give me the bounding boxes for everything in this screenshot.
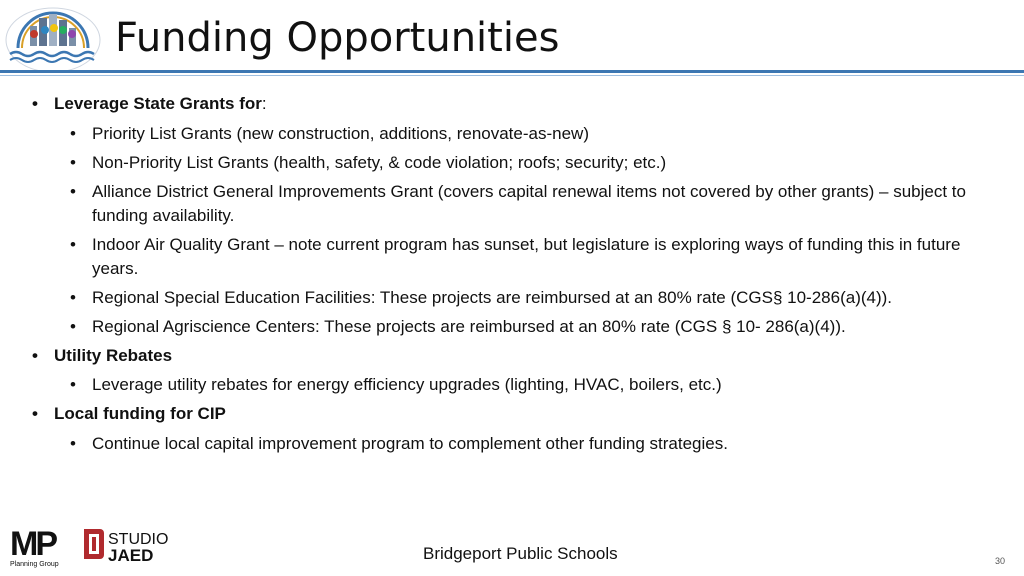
- list-item: [70, 122, 589, 146]
- bullet-utility-rebates: [32, 344, 173, 368]
- bullet-icon: •: [70, 153, 76, 172]
- svg-text:STUDIO: STUDIO: [108, 531, 169, 548]
- alliance-district-grant: Alliance District General Improvements Grant (covers capital renewal items not covered by other grants) – subject to funding availability.: [92, 182, 966, 225]
- page-number: 30: [995, 556, 1006, 566]
- bullet-local-funding-label: Local funding for CIP: [54, 404, 226, 423]
- svg-text:JAED: JAED: [108, 546, 154, 565]
- list-item: [70, 233, 992, 281]
- bridgeport-schools-logo: [4, 4, 102, 72]
- bullet-icon: •: [32, 346, 38, 365]
- list-item: [70, 315, 846, 339]
- studio-jaed-logo: [82, 523, 182, 569]
- local-funding-detail: Continue local capital improvement program to complement other funding strategies.: [92, 434, 728, 453]
- bullet-icon: •: [70, 235, 76, 254]
- bullet-icon: •: [32, 94, 38, 113]
- regional-agriscience: Regional Agriscience Centers: These projects are reimbursed at an 80% rate (CGS § 10- 286(a)(4)).: [92, 317, 846, 336]
- priority-list-grants: Priority List Grants (new construction, additions, renovate-as-new): [92, 124, 589, 143]
- page-title: Funding Opportunities: [115, 15, 560, 61]
- title-divider-secondary: [0, 75, 1024, 76]
- bullet-icon: •: [70, 182, 76, 201]
- bullet-state-grants-suffix: :: [261, 94, 267, 113]
- list-item: [70, 180, 992, 228]
- svg-text:MP: MP: [10, 525, 55, 563]
- list-item: [70, 373, 722, 397]
- svg-text:Planning Group: Planning Group: [10, 561, 59, 568]
- list-item: [70, 286, 893, 310]
- bullet-icon: •: [70, 124, 76, 143]
- mp-planning-group-logo: [10, 523, 70, 569]
- bullet-state-grants-label: Leverage State Grants for: [54, 94, 262, 113]
- bullet-icon: •: [70, 434, 76, 453]
- bullet-local-funding: [32, 402, 226, 426]
- bullet-icon: •: [70, 288, 76, 307]
- list-item: [70, 151, 667, 175]
- utility-rebates-detail: Leverage utility rebates for energy efficiency upgrades (lighting, HVAC, boilers, etc.): [92, 375, 722, 394]
- list-item: [70, 432, 728, 456]
- bullet-state-grants: [32, 92, 267, 116]
- bullet-icon: •: [70, 375, 76, 394]
- bullet-icon: •: [70, 317, 76, 336]
- non-priority-list-grants: Non-Priority List Grants (health, safety, & code violation; roofs; security; etc.): [92, 153, 667, 172]
- footer-organization: Bridgeport Public Schools: [423, 544, 618, 563]
- bullet-utility-rebates-label: Utility Rebates: [54, 346, 173, 365]
- bullet-icon: •: [32, 404, 38, 423]
- title-divider: [0, 70, 1024, 73]
- indoor-air-quality-grant: Indoor Air Quality Grant – note current program has sunset, but legislature is exploring ways of funding this in future years.: [92, 235, 961, 278]
- regional-special-education: Regional Special Education Facilities: These projects are reimbursed at an 80% rate (CGS§ 10-286(a)(4)).: [92, 288, 893, 307]
